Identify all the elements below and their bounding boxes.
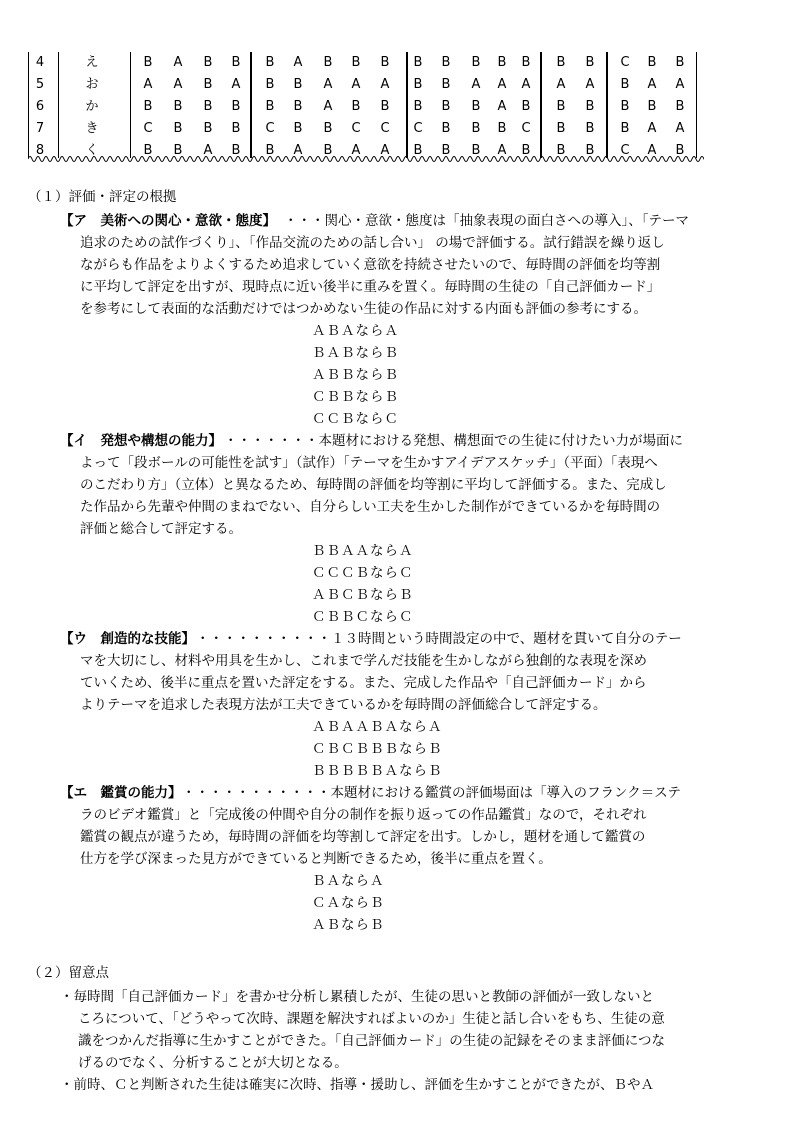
grade-cell: B <box>231 121 241 136</box>
grade-cell: B <box>521 99 531 114</box>
student-number-cell: 7 <box>35 121 45 136</box>
criterion-text-line: 鑑賞の観点が違うため，毎時間の評価を均等割して評定を出す。しかし，題材を通して鑑賞の <box>80 829 646 845</box>
criterion-text-line: ながらも作品をよりよくするため追求していく意欲を持続させたいので、毎時間の評価を均等割 <box>80 257 661 273</box>
grading-rule: ＡＢＡならＡ <box>312 323 399 339</box>
table-row <box>28 74 698 96</box>
grade-cell: B <box>471 143 481 158</box>
grade-cell: B <box>231 143 241 158</box>
grade-cell: B <box>203 77 213 92</box>
grade-cell: A <box>471 77 481 92</box>
grade-cell: A <box>497 143 507 158</box>
grade-cell: A <box>647 77 657 92</box>
student-number-cell: 5 <box>35 77 45 92</box>
grade-cell: B <box>323 143 333 158</box>
grade-cell: A <box>351 143 361 158</box>
student-name-cell: き <box>85 121 99 136</box>
criterion-text-line: ・・・・・・・・・・１３時間という時間設定の中で、題材を貫いて自分のテー <box>196 631 682 647</box>
grade-cell: B <box>441 143 451 158</box>
grade-cell: B <box>143 99 153 114</box>
grade-cell: A <box>351 77 361 92</box>
criterion-text-line: マを大切にし、材料や用具を生かし、これまで学んだ技能を生かしながら独創的な表現を深め <box>80 653 647 669</box>
criterion-text-line: ていくため、後半に重点を置いた評定をする。また、完成した作品や「自己評価カード」から <box>80 675 647 691</box>
grade-cell: B <box>620 77 630 92</box>
grade-cell: B <box>143 143 153 158</box>
grading-rule: ＡＢならＢ <box>312 917 385 933</box>
grade-cell: C <box>143 121 153 136</box>
grade-cell: A <box>675 77 685 92</box>
grade-cell: A <box>143 77 153 92</box>
grade-cell: B <box>203 121 213 136</box>
grade-cell: A <box>173 77 183 92</box>
criterion-heading: 【イ 発想や構想の能力】 <box>60 433 222 449</box>
criterion-text-line: ・・・・・・・・・・・本題材における鑑賞の評価場面は「導入のフランク＝ステ <box>182 785 681 801</box>
grade-cell: B <box>441 99 451 114</box>
grade-cell: A <box>521 77 531 92</box>
grade-cell: B <box>293 121 303 136</box>
grade-cell: B <box>203 55 213 70</box>
student-name-cell: お <box>85 77 99 92</box>
grade-cell: C <box>351 121 361 136</box>
criterion-text-line: 評価と総合して評定する。 <box>80 521 242 537</box>
criterion-text-line: よりテーマを追求した表現方法が工夫できているかを毎時間の評価総合して評定する。 <box>80 697 607 713</box>
grading-rule: ＣＢＢならＢ <box>312 389 399 405</box>
grade-cell: B <box>675 55 685 70</box>
grade-cell: B <box>441 77 451 92</box>
grade-cell: B <box>380 55 390 70</box>
criterion-heading: 【ア 美術への関心・意欲・態度】 <box>60 213 276 229</box>
grade-cell: B <box>323 55 333 70</box>
grade-cell: B <box>441 55 451 70</box>
grade-cell: B <box>265 77 275 92</box>
grade-cell: A <box>647 121 657 136</box>
note-line: ころについて、「どうやって次時、課題を解決すればよいのか」生徒と話し合いをもち、生徒の意 <box>78 1011 665 1027</box>
grade-cell: A <box>585 77 595 92</box>
table-row <box>28 52 698 74</box>
criterion-text-line: ・・・・・・・本題材における発想、構想面での生徒に付けたい力が場面に <box>224 433 683 449</box>
grading-rule: ＡＢＢならＢ <box>312 367 399 383</box>
grade-cell: A <box>380 77 390 92</box>
grading-rule: ＣＢＣＢＢＢならＢ <box>312 741 443 757</box>
grade-cell: A <box>647 143 657 158</box>
grade-cell: C <box>620 55 630 70</box>
grade-cell: B <box>231 99 241 114</box>
grade-cell: B <box>585 55 595 70</box>
student-name-cell: え <box>85 55 99 70</box>
grading-rule: ＣＣＢならＣ <box>312 411 399 427</box>
grade-cell: A <box>173 55 183 70</box>
criterion-heading: 【エ 鑑賞の能力】 <box>60 785 182 801</box>
grade-cell: B <box>521 55 531 70</box>
note-line: ・前時、Ｃと判断された生徒は確実に次時、指導・援助し、評価を生かすことができたが、ＢやＡ <box>60 1077 654 1093</box>
grade-cell: B <box>471 55 481 70</box>
note-line: ・毎時間「自己評価カード」を書かせ分析し累積したが、生徒の思いと教師の評価が一致しないと <box>60 989 654 1005</box>
grade-cell: B <box>380 99 390 114</box>
grade-table <box>28 52 698 164</box>
grade-cell: B <box>471 121 481 136</box>
grade-cell: B <box>556 121 566 136</box>
grade-cell: A <box>231 77 241 92</box>
grade-cell: B <box>556 55 566 70</box>
grade-cell: B <box>351 55 361 70</box>
grade-cell: B <box>203 99 213 114</box>
grade-cell: C <box>380 121 390 136</box>
grade-cell: B <box>293 99 303 114</box>
grade-cell: B <box>413 77 423 92</box>
grade-cell: C <box>521 121 531 136</box>
grading-rule: ＢＢＢＢＢＡならＢ <box>312 763 443 779</box>
grade-cell: B <box>497 55 507 70</box>
grade-cell: A <box>497 99 507 114</box>
criterion-text-line: 追求のための試作づくり」、「作品交流のための話し合い」 の場で評価する。試行錯誤を繰り返し <box>80 235 665 251</box>
grade-cell: B <box>351 99 361 114</box>
grade-cell: A <box>556 77 566 92</box>
grade-cell: B <box>265 143 275 158</box>
grade-cell: B <box>497 121 507 136</box>
criterion-text-line: を参考にして表面的な活動だけではつかめない生徒の作品に対する内面も評価の参考にする。 <box>80 301 647 317</box>
grade-cell: B <box>413 99 423 114</box>
criterion-text-line: よって「段ボールの可能性を試す」（試作）「テーマを生かすアイデアスケッチ」（平面）「表現へ <box>80 455 658 471</box>
grading-rule: ＣＡならＢ <box>312 895 385 911</box>
criterion-heading: 【ウ 創造的な技能】 <box>60 631 195 647</box>
grade-cell: B <box>620 99 630 114</box>
grade-cell: B <box>585 121 595 136</box>
grade-cell: B <box>675 143 685 158</box>
grading-rule: ＣＢＢＣならＣ <box>312 609 414 625</box>
grade-cell: B <box>413 55 423 70</box>
grade-cell: C <box>413 121 423 136</box>
grade-cell: B <box>556 99 566 114</box>
grade-cell: B <box>471 99 481 114</box>
student-number-cell: 4 <box>35 55 45 70</box>
grade-cell: B <box>647 99 657 114</box>
grading-rule: ＢＢＡＡならＡ <box>312 543 414 559</box>
grade-cell: B <box>585 143 595 158</box>
grade-cell: B <box>585 99 595 114</box>
grade-cell: B <box>231 55 241 70</box>
criterion-text-line: 仕方を学び深まった見方ができていると判断できるため，後半に重点を置く。 <box>80 851 552 867</box>
student-name-cell: か <box>85 99 99 114</box>
grade-cell: B <box>413 143 423 158</box>
section-1-title: （１）評価・評定の根拠 <box>28 189 177 205</box>
grade-cell: B <box>143 55 153 70</box>
criterion-text-line: ・・・関心・意欲・態度は「抽象表現の面白さへの導入」、「テーマ <box>284 213 689 229</box>
grade-cell: B <box>323 121 333 136</box>
grading-rule: ＡＢＡＡＢＡならＡ <box>312 719 443 735</box>
grading-rule: ＢＡＢならＢ <box>312 345 399 361</box>
grade-cell: A <box>293 55 303 70</box>
grade-cell: A <box>203 143 213 158</box>
grading-rule: ＣＣＣＢならＣ <box>312 565 414 581</box>
student-number-cell: 6 <box>35 99 45 114</box>
grade-cell: B <box>620 121 630 136</box>
grade-cell: B <box>556 143 566 158</box>
grade-cell: A <box>497 77 507 92</box>
grade-cell: C <box>620 143 630 158</box>
grade-cell: A <box>380 143 390 158</box>
grade-cell: B <box>521 143 531 158</box>
grade-cell: B <box>265 99 275 114</box>
grade-cell: B <box>265 55 275 70</box>
student-name-cell: く <box>85 143 99 158</box>
section-2-title: （２）留意点 <box>28 965 109 981</box>
student-number-cell: 8 <box>35 143 45 158</box>
criterion-text-line: ラのビデオ鑑賞」と「完成後の仲間や自分の制作を振り返っての作品鑑賞」なので，それぞれ <box>80 807 647 823</box>
table-row <box>28 118 698 140</box>
grading-rule: ＢＡならＡ <box>312 873 385 889</box>
grading-rule: ＡＢＣＢならＢ <box>312 587 414 603</box>
grade-cell: C <box>265 121 275 136</box>
criterion-text-line: た作品から先輩や仲間のまねでない、自分らしい工夫を生かした制作ができているかを毎時間の <box>80 499 661 515</box>
grade-cell: B <box>647 55 657 70</box>
criterion-text-line: に平均して評定を出すが、現時点に近い後半に重みを置く。毎時間の生徒の「自己評価カード」 <box>80 279 661 295</box>
table-row <box>28 96 698 118</box>
criterion-text-line: のこだわり方」（立体）と異なるため、毎時間の評価を均等割に平均して評価する。また、完成し <box>80 477 667 493</box>
grade-cell: B <box>441 121 451 136</box>
note-line: げるのでなく、分析することが大切となる。 <box>78 1055 348 1071</box>
grade-cell: A <box>675 121 685 136</box>
grade-cell: A <box>323 77 333 92</box>
grade-cell: B <box>173 121 183 136</box>
grade-cell: B <box>675 99 685 114</box>
table-row <box>28 140 698 162</box>
note-line: 識をつかんだ指導に生かすことができた。「自己評価カード」の生徒の記録をそのまま評価につな <box>78 1033 665 1049</box>
grade-cell: B <box>173 99 183 114</box>
grade-cell: A <box>323 99 333 114</box>
grade-cell: B <box>173 143 183 158</box>
grade-cell: A <box>293 143 303 158</box>
grade-cell: B <box>293 77 303 92</box>
